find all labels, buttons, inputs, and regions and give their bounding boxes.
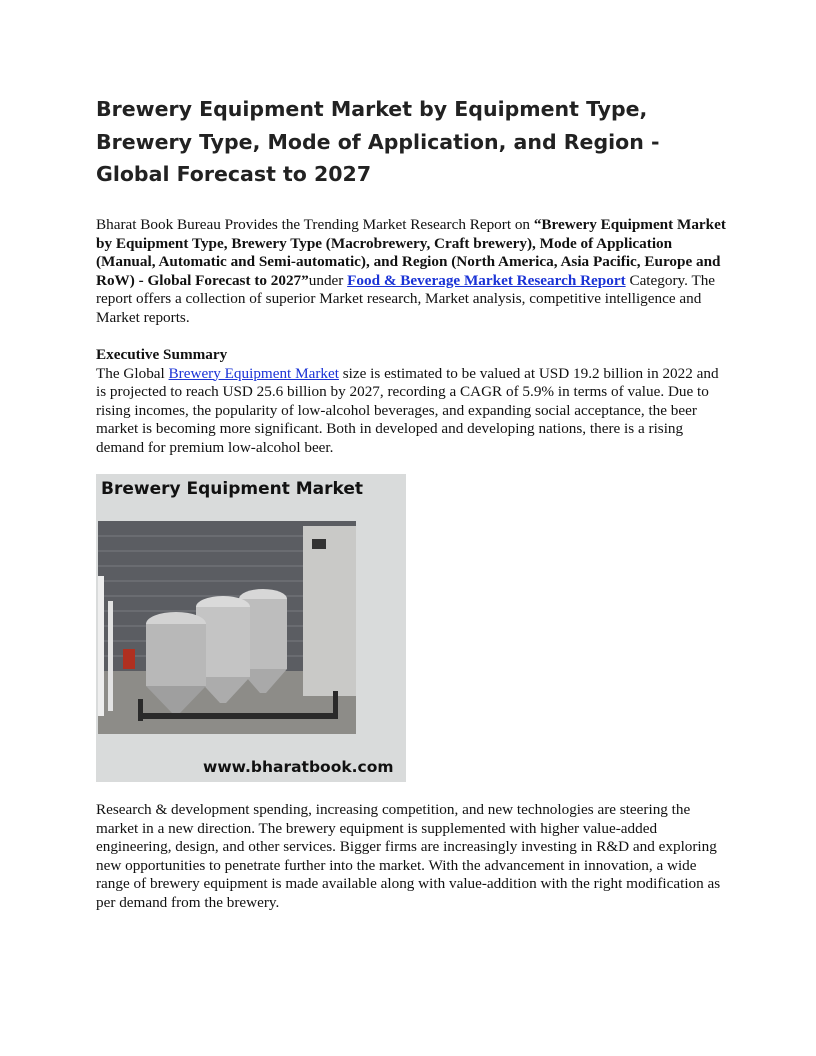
- summary-text-after: size is estimated to be valued at USD 19.2 billion in 2022 and is projected to reach USD 25.6 billion by 2027, recording a CAGR of 5.9% in terms of value. Due to rising incomes, the popularity of low-alcohol beverages, and expanding social acceptance, the beer market is becoming more significant. Both in developed and developing nations, there is a rising demand for premium low-alcohol beer.: [96, 364, 719, 456]
- intro-paragraph: [96, 216, 726, 327]
- brewery-equipment-photo: [98, 521, 356, 734]
- document-title: Brewery Equipment Market by Equipment Type, Brewery Type, Mode of Application, and Region - Global Forecast to 2027: [96, 97, 660, 186]
- intro-text-before: Bharat Book Bureau Provides the Trending Market Research Report on: [96, 216, 534, 233]
- report-name: “Brewery Equipment Market by Equipment Type, Brewery Type (Macrobrewery, Craft brewery), Mode of Application (Manual, Automatic and Semi-automatic), and Region (North America, Asia Pacific, Europe and RoW) - Global Forecast to 2027”: [96, 216, 726, 289]
- intro-text-after: Category. The report offers a collection of superior Market research, Market analysis, competitive intelligence and Market reports.: [96, 271, 716, 326]
- market-figure: [96, 474, 406, 782]
- figure-title: Brewery Equipment Market: [101, 479, 364, 499]
- category-link[interactable]: Food & Beverage Market Research Report: [347, 271, 626, 289]
- executive-summary-section: [96, 346, 726, 457]
- executive-summary-paragraph: [96, 365, 726, 458]
- closing-paragraph: Research & development spending, increasing competition, and new technologies are steering the market in a new direction. The brewery equipment is supplemented with higher value-added engineering, design, and other services. Bigger firms are increasingly investing in R&D and exploring new opportunities to penetrate further into the market. With the advancement in innovation, a wide range of brewery equipment is made available along with value-addition with the right modification as per demand from the brewery.: [96, 801, 721, 911]
- executive-summary-heading: Executive Summary: [96, 346, 228, 363]
- market-link[interactable]: Brewery Equipment Market: [168, 364, 339, 382]
- figure-url: www.bharatbook.com: [203, 758, 394, 776]
- intro-under: under: [308, 271, 348, 289]
- summary-text-before: The Global: [96, 364, 169, 382]
